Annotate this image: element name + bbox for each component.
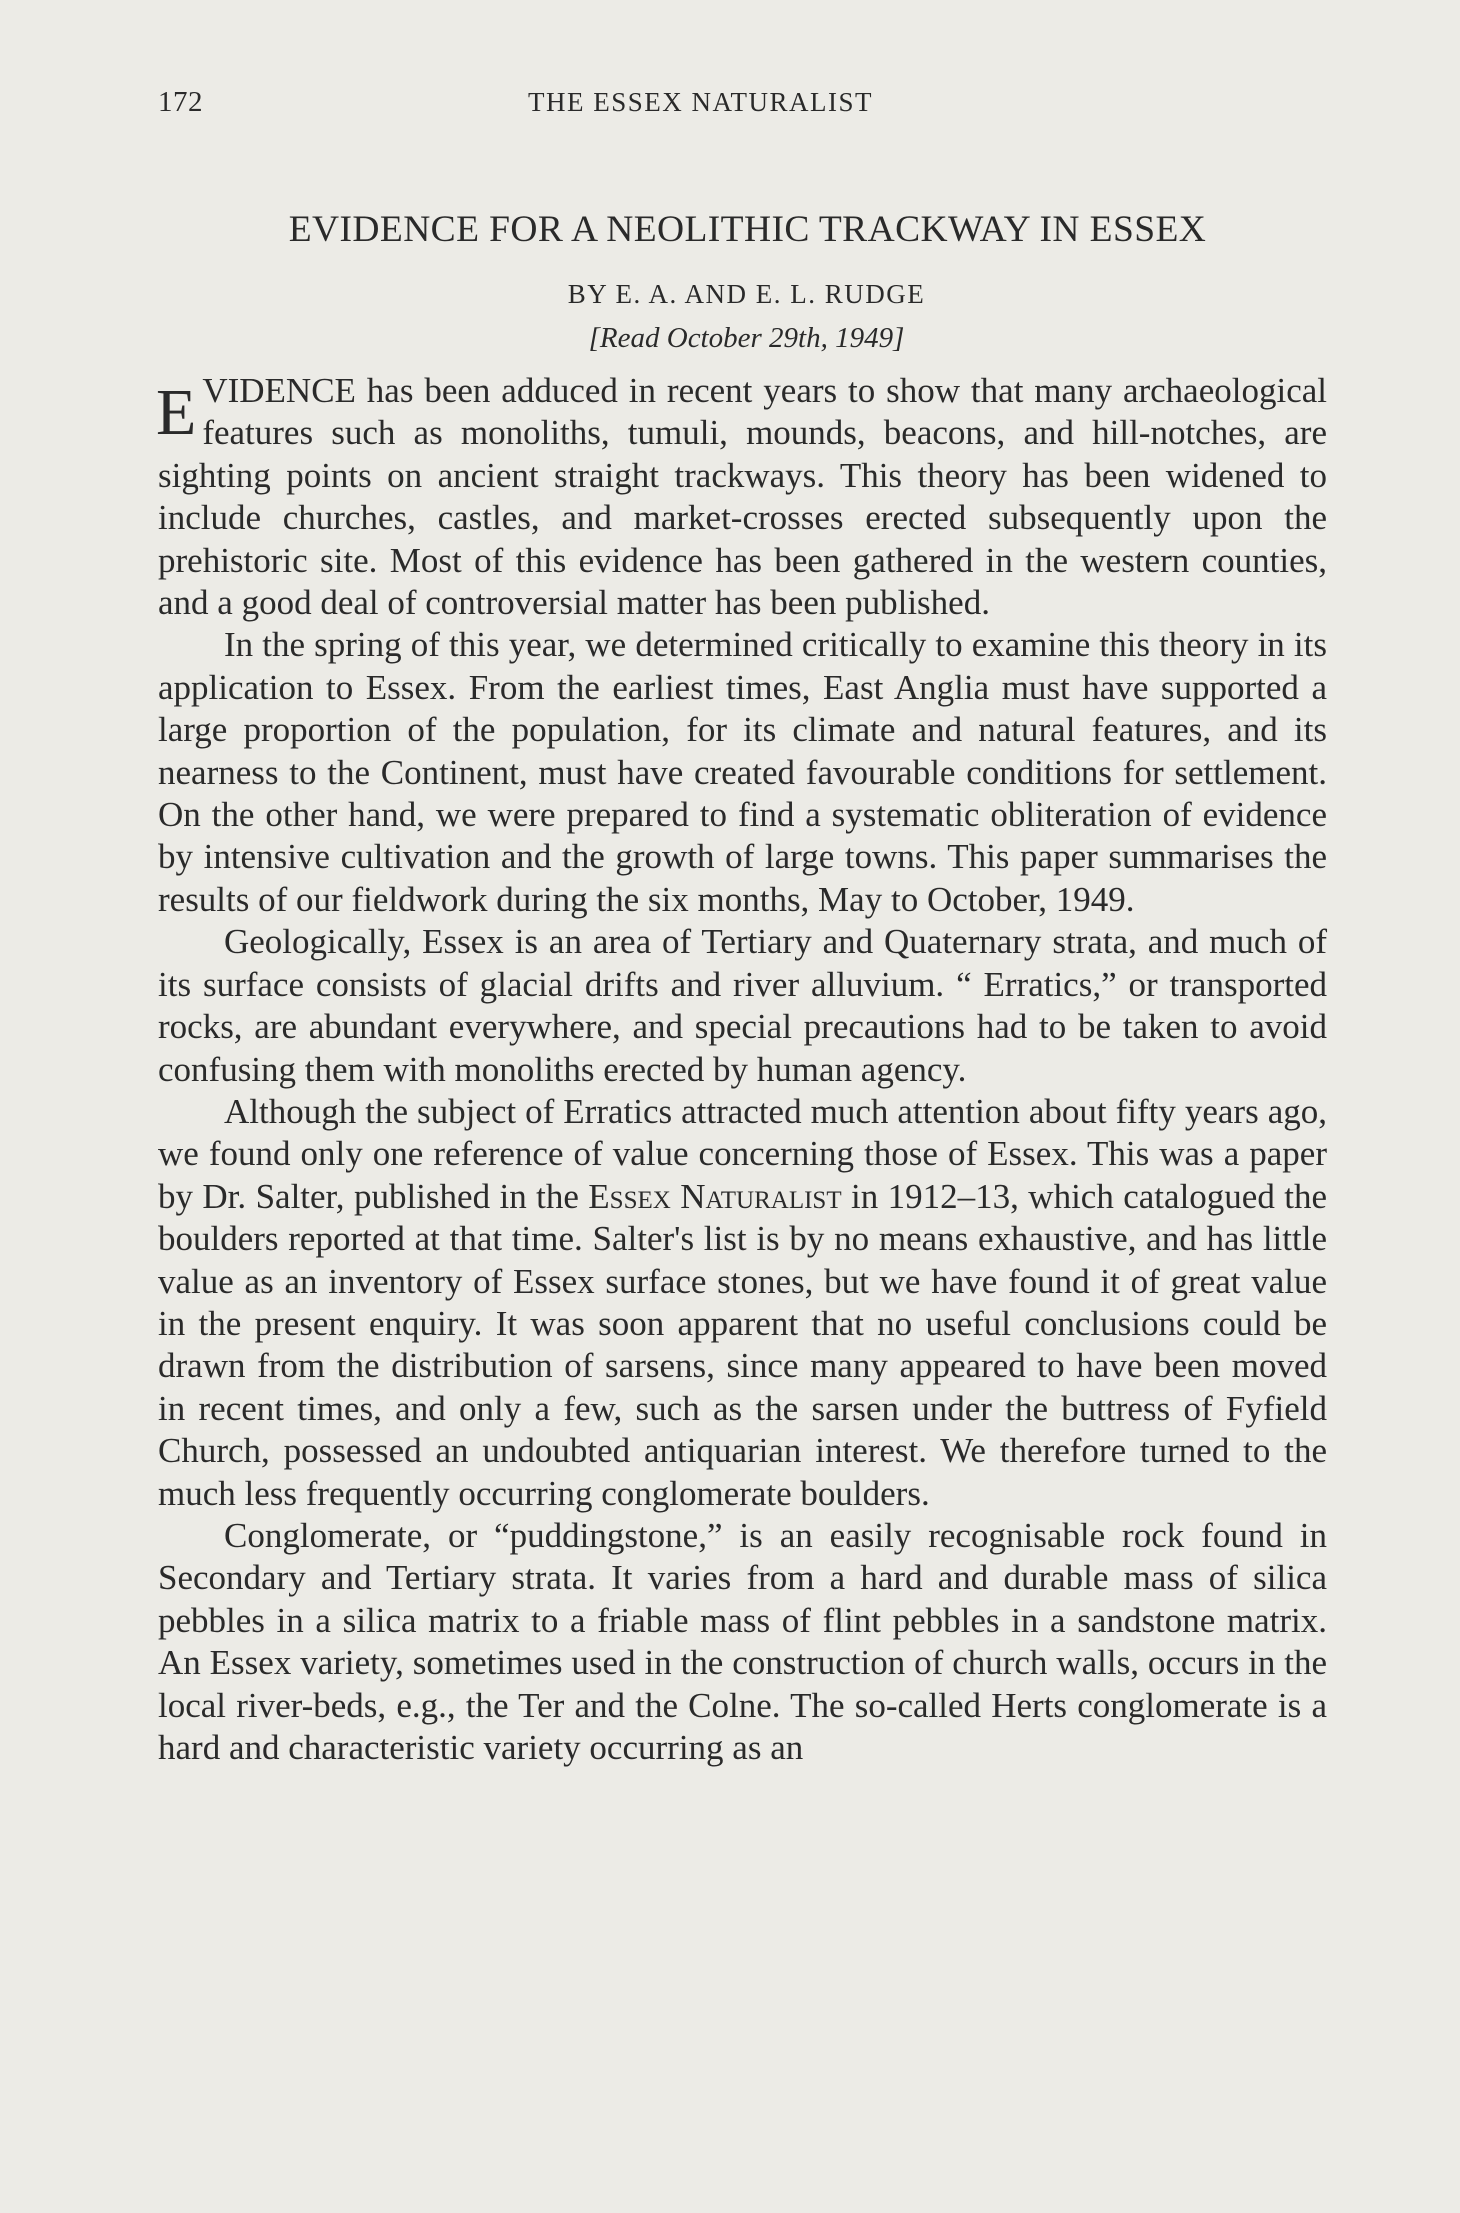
- journal-reference: Essex Naturalist: [588, 1176, 842, 1216]
- byline: BY E. A. AND E. L. RUDGE: [567, 279, 926, 309]
- drop-cap: E: [156, 376, 197, 449]
- paragraph-5: Conglomerate, or “puddingstone,” is an easily recognisable rock found in Secondary and Tertiary strata. It varies from a hard and durable mass of silica pebbles in a silica matrix to a friable mass of flint pebbles in a sandstone matrix. An Essex variety, sometimes used in the construction of church walls, occurs in the local river-beds, e.g., the Ter and the Colne. The so-called Herts conglomerate is a hard and characteristic variety occurring as an: [158, 1515, 1327, 1767]
- article-title: EVIDENCE FOR A NEOLITHIC TRACKWAY IN ESSEX: [288, 209, 1207, 250]
- article-body: [158, 370, 1327, 1769]
- page-number: 172: [158, 86, 203, 118]
- paragraph-2: In the spring of this year, we determined critically to examine this theory in its application to Essex. From the earliest times, East Anglia must have supported a large proportion of the population, for its climate and natural features, and its nearness to the Continent, must have created favourable conditions for settlement. On the other hand, we were prepared to find a systematic obliteration of evidence by intensive cultivation and the growth of large towns. This paper summarises the results of our fieldwork during the six months, May to October, 1949.: [158, 625, 1327, 919]
- paragraph-4-text-a: Although the subject of Erratics attracted much attention about fifty years ago, we found only one reference of value concerning those of Essex. This was a paper by Dr. Salter, published in the: [158, 1091, 1327, 1216]
- paragraph-4-text-b: in 1912–13, which catalogued the boulders reported at that time. Salter's list is by no means exhaustive, and has little value as an inventory of Essex surface stones, but we have found it of great value in the present enquiry. It was soon apparent that no useful conclusions could be drawn from the distribution of sarsens, since many appeared to have been moved in recent times, and only a few, such as the sarsen under the buttress of Fyfield Church, possessed an undoubted antiquarian interest. We therefore turned to the much less frequently occurring conglomerate boulders.: [158, 1176, 1327, 1513]
- read-date: [Read October 29th, 1949]: [588, 322, 905, 354]
- journal-title: THE ESSEX NATURALIST: [528, 87, 873, 117]
- paragraph-1: [158, 370, 1327, 624]
- running-head: [158, 86, 1327, 134]
- paragraph-4: [158, 1091, 1327, 1515]
- paragraph-3: Geologically, Essex is an area of Tertiary and Quaternary strata, and much of its surface consists of glacial drifts and river alluvium. “ Erratics,” or transported rocks, are abundant everywhere, and special precautions had to be taken to avoid confusing them with monoliths erected by human agency.: [158, 922, 1327, 1089]
- paragraph-1-text: VIDENCE has been adduced in recent years to show that many archaeological features such as monoliths, tumuli, mounds, beacons, and hill-notches, are sighting points on ancient straight trackways. This theory has been widened to include churches, castles, and market-crosses erected subsequently upon the prehistoric site. Most of this evidence has been gathered in the western counties, and a good deal of controversial matter has been published.: [158, 371, 1327, 623]
